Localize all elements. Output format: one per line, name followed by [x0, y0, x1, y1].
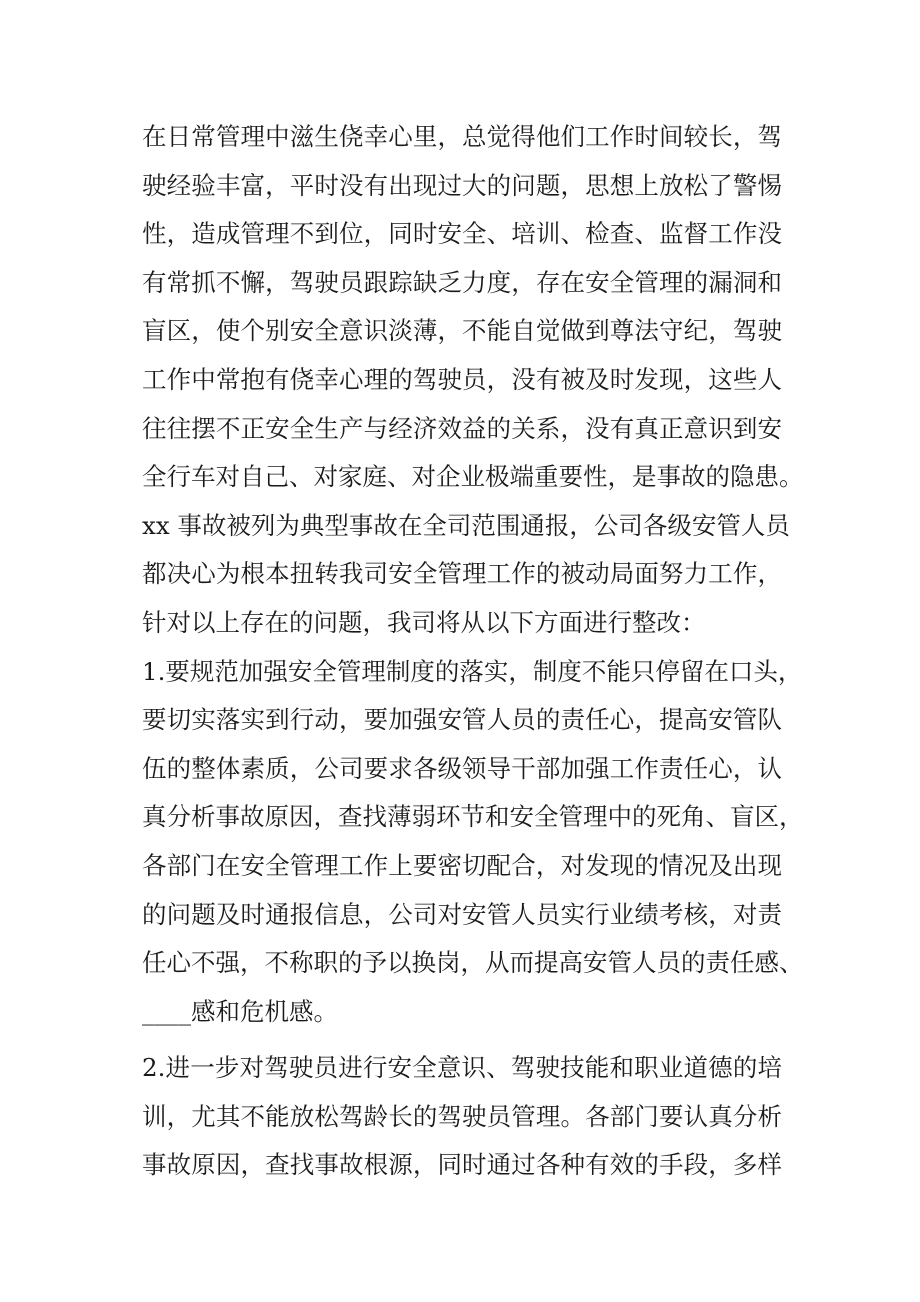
text-line: 盲区，使个别安全意识淡薄，不能自觉做到尊法守纪，驾驶	[142, 316, 782, 346]
text-line: 在日常管理中滋生侥幸心里，总觉得他们工作时间较长，驾	[142, 122, 782, 151]
text-line: 1.要规范加强安全管理制度的落实，制度不能只停留在口头，	[142, 656, 803, 686]
text-line: xx 事故被列为典型事故在全司范围通报，公司各级安管人员	[142, 510, 790, 540]
text-line: 真分析事故原因，查找薄弱环节和安全管理中的死角、盲区，	[142, 802, 804, 832]
text-line: 工作中常抱有侥幸心理的驾驶员，没有被及时发现，这些人	[142, 364, 782, 394]
text-line: 各部门在安全管理工作上要密切配合，对发现的情况及出现	[142, 850, 782, 880]
text-line: 事故原因，查找事故根源，同时通过各种有效的手段，多样	[142, 1150, 782, 1180]
text-line: 针对以上存在的问题，我司将从以下方面进行整改：	[142, 607, 706, 637]
text-line: 往往摆不正安全生产与经济效益的关系，没有真正意识到安	[142, 413, 782, 443]
text-line: 伍的整体素质，公司要求各级领导干部加强工作责任心，认	[142, 753, 782, 783]
paragraph-gap	[142, 1036, 782, 1044]
text-line: 都决心为根本扭转我司安全管理工作的被动局面努力工作，	[142, 559, 782, 589]
text-line: ____感和危机感。	[142, 996, 338, 1026]
text-line: 驶经验丰富，平时没有出现过大的问题，思想上放松了警惕	[142, 170, 782, 200]
text-line: 全行车对自己、对家庭、对企业极端重要性，是事故的隐患。	[142, 462, 804, 492]
text-line: 有常抓不懈，驾驶员跟踪缺乏力度，存在安全管理的漏洞和	[142, 267, 782, 297]
text-line: 任心不强，不称职的予以换岗，从而提高安管人员的责任感、	[142, 948, 804, 978]
text-line: 要切实落实到行动，要加强安管人员的责任心，提高安管队	[142, 705, 782, 735]
text-line: 训，尤其不能放松驾龄长的驾驶员管理。各部门要认真分析	[142, 1101, 782, 1131]
text-line: 性，造成管理不到位，同时安全、培训、检查、监督工作没	[142, 219, 782, 249]
text-line: 2.进一步对驾驶员进行安全意识、驾驶技能和职业道德的培	[142, 1053, 782, 1083]
text-line: 的问题及时通报信息，公司对安管人员实行业绩考核，对责	[142, 899, 782, 929]
document-body	[142, 113, 804, 1190]
